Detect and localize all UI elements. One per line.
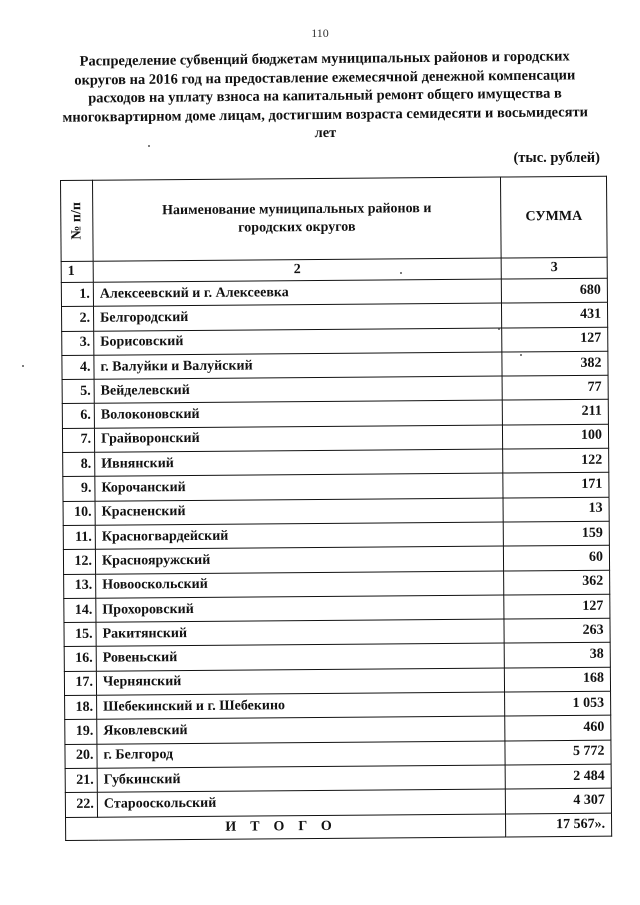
row-number: 17.	[64, 671, 96, 696]
row-number: 5.	[62, 379, 94, 404]
row-sum: 382	[502, 351, 608, 376]
total-label: ИТОГО	[66, 814, 506, 840]
row-number: 3.	[62, 331, 94, 356]
row-number: 7.	[62, 428, 94, 453]
row-sum: 159	[503, 521, 609, 546]
row-number: 11.	[63, 525, 95, 550]
row-name: Вейделевский	[94, 376, 502, 404]
header-sum: СУММА	[500, 176, 607, 258]
row-name: Корочанский	[95, 473, 503, 501]
row-sum: 2 484	[505, 764, 611, 789]
row-sum: 5 772	[505, 740, 611, 765]
row-sum: 211	[502, 400, 608, 425]
row-name: Новооскольский	[96, 571, 504, 599]
row-name: Прохоровский	[96, 595, 504, 623]
row-number: 8.	[63, 452, 95, 477]
row-number: 9.	[63, 477, 95, 502]
row-number: 13.	[64, 574, 96, 599]
row-number: 19.	[65, 720, 97, 745]
row-sum: 460	[505, 716, 611, 741]
table-header-row	[61, 176, 608, 261]
row-sum: 431	[501, 303, 607, 328]
row-number: 10.	[63, 501, 95, 526]
total-value: 17 567».	[505, 813, 611, 837]
total-row	[66, 813, 612, 840]
row-number: 4.	[62, 355, 94, 380]
table-body	[61, 278, 611, 817]
row-name: Губкинский	[97, 765, 505, 793]
row-name: г. Белгород	[97, 741, 505, 769]
row-name: Белгородский	[93, 303, 501, 331]
row-name: Чернянский	[96, 668, 504, 696]
header-name: Наименование муниципальных районов и городских округов	[93, 177, 502, 261]
scan-speck	[22, 365, 24, 367]
row-number: 1.	[61, 282, 93, 307]
row-name: Ивнянский	[95, 449, 503, 477]
row-number: 18.	[65, 695, 97, 720]
row-number: 21.	[65, 768, 97, 793]
row-name: Краснояружский	[95, 546, 503, 574]
row-number: 6.	[62, 404, 94, 429]
row-name: Красногвардейский	[95, 522, 503, 550]
row-sum: 77	[502, 375, 608, 400]
row-name: Шебекинский и г. Шебекино	[97, 692, 505, 720]
row-name: Ракитянский	[96, 619, 504, 647]
row-name: Яковлевский	[97, 716, 505, 744]
row-name: Ровеньский	[96, 643, 504, 671]
page-number: 110	[311, 26, 329, 40]
row-sum: 362	[504, 570, 610, 595]
row-sum: 680	[501, 278, 607, 303]
scan-speck	[400, 272, 402, 274]
column-index-3: 3	[501, 257, 607, 279]
row-sum: 168	[504, 667, 610, 692]
units-label: (тыс. рублей)	[513, 150, 600, 166]
row-number: 15.	[64, 622, 96, 647]
row-sum: 171	[503, 473, 609, 498]
row-sum: 127	[502, 327, 608, 352]
document-title: Распределение субвенций бюджетам муниципальных районов и городских округов на 2016 год на предоставление ежемесячной денежной компенсации расходов на уплату взноса на капитальный ремонт общего имущества в многоквартирном доме лицам, достигшим возраста семидесяти и восьмидесяти лет	[62, 48, 589, 142]
row-sum: 4 307	[505, 788, 611, 813]
row-number: 2.	[61, 307, 93, 332]
row-name: Волоконовский	[94, 401, 502, 429]
header-number: № п/п	[61, 180, 94, 261]
scan-speck	[148, 145, 150, 147]
row-number: 14.	[64, 598, 96, 623]
column-index-2: 2	[93, 258, 501, 282]
row-name: Красненский	[95, 498, 503, 526]
row-sum: 1 053	[505, 691, 611, 716]
row-number: 22.	[65, 792, 97, 817]
column-index-1: 1	[61, 261, 93, 282]
row-number: 16.	[64, 647, 96, 672]
row-name: Борисовский	[94, 328, 502, 356]
row-number: 20.	[65, 744, 97, 769]
row-name: Старооскольский	[97, 789, 505, 817]
row-sum: 127	[504, 594, 610, 619]
scan-speck	[498, 328, 500, 330]
row-sum: 60	[503, 545, 609, 570]
row-sum: 38	[504, 643, 610, 668]
row-number: 12.	[63, 549, 95, 574]
row-sum: 263	[504, 618, 610, 643]
subvention-table-wrap	[60, 176, 611, 841]
row-name: Алексеевский и г. Алексеевка	[93, 279, 501, 307]
row-sum: 13	[503, 497, 609, 522]
row-name: Грайворонский	[94, 425, 502, 453]
row-sum: 100	[502, 424, 608, 449]
row-name: г. Валуйки и Валуйский	[94, 352, 502, 380]
scan-speck	[520, 354, 522, 356]
row-sum: 122	[503, 448, 609, 473]
subvention-table	[60, 176, 612, 841]
